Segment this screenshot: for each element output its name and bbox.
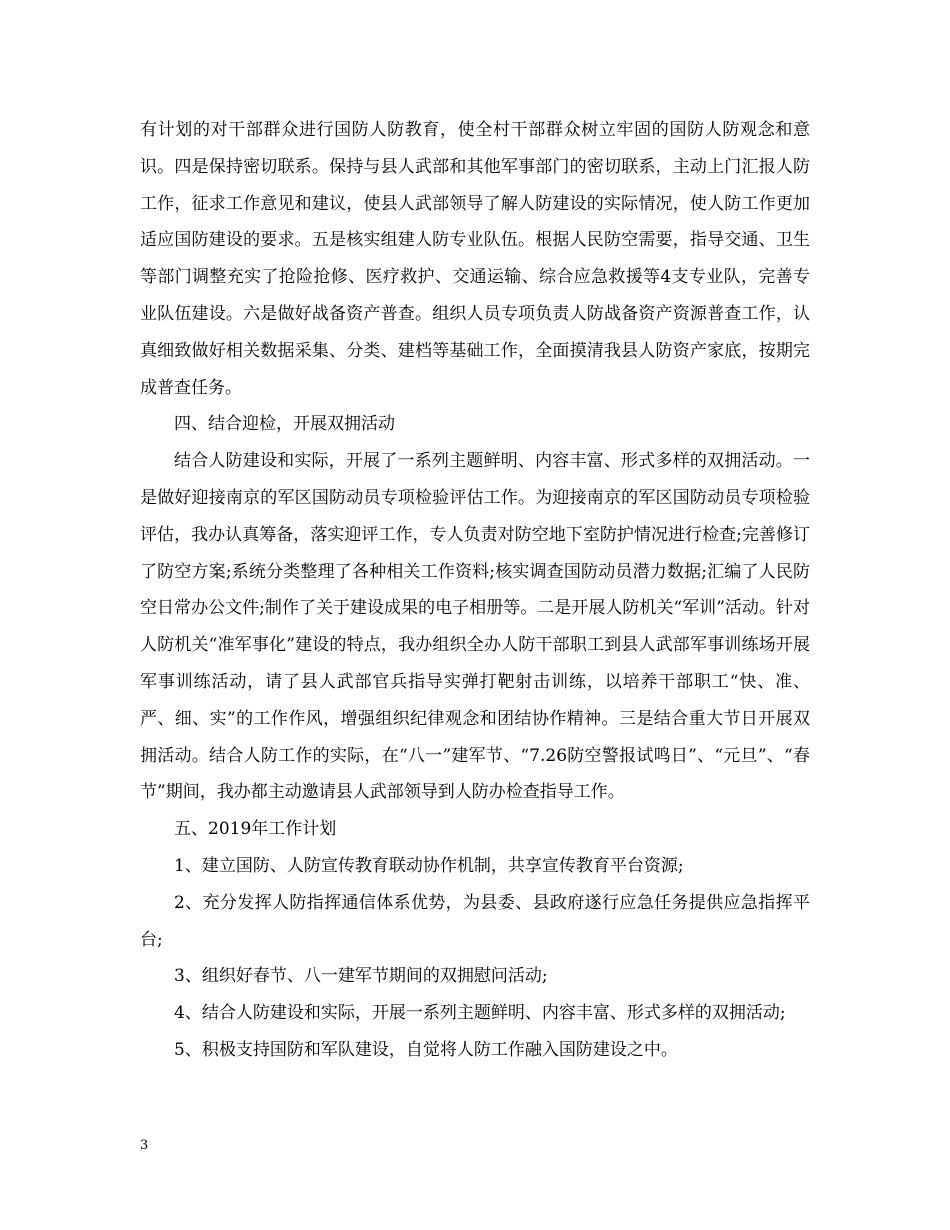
paragraph-continuation: 有计划的对干部群众进行国防人防教育，使全村干部群众树立牢固的国防人防观念和意识。四是保持密切联系。保持与县人武部和其他军事部门的密切联系，主动上门汇报人防工作，征求工作意见和建议，使县人武部领导了解人防建设的实际情况，使人防工作更加适应国防建设的要求。五是核实组建人防专业队伍。根据人民防空需要，指导交通、卫生等部门调整充实了抢险抢修、医疗救护、交通运输、综合应急救援等4支专业队，完善专业队伍建设。六是做好战备资产普查。组织人员专项负责人防战备资产资源普查工作，认真细致做好相关数据采集、分类、建档等基础工作，全面摸清我县人防资产家底，按期完成普查任务。 [140, 120, 810, 398]
plan-item-4: 4、结合人防建设和实际，开展一系列主题鲜明、内容丰富、形式多样的双拥活动; [174, 1003, 786, 1024]
section-heading-4: 四、结合迎检，开展双拥活动 [174, 414, 395, 435]
paragraph-section-4: 结合人防建设和实际，开展了一系列主题鲜明、内容丰富、形式多样的双拥活动。一是做好迎接南京的军区国防动员专项检验评估工作。为迎接南京的军区国防动员专项检验评估，我办认真筹备，落实迎评工作，专人负责对防空地下室防护情况进行检查;完善修订了防空方案;系统分类整理了各种相关工作资料;核实调查国防动员潜力数据;汇编了人民防空日常办公文件;制作了关于建设成果的电子相册等。二是开展人防机关“军训”活动。针对人防机关“准军事化”建设的特点，我办组织全办人防干部职工到县人武部军事训练场开展军事训练活动，请了县人武部官兵指导实弹打靶射击训练，以培养干部职工“快、准、严、细、实”的工作作风，增强组织纪律观念和团结协作精神。三是结合重大节日开展双拥活动。结合人防工作的实际，在“八一”建军节、“7.26防空警报试鸣日”、“元旦”、“春节”期间，我办都主动邀请县人武部领导到人防办检查指导工作。 [140, 451, 810, 803]
document-body [140, 112, 810, 1069]
plan-item-5: 5、积极支持国防和军队建设，自觉将人防工作融入国防建设之中。 [174, 1039, 678, 1060]
plan-item-3: 3、组织好春节、八一建军节期间的双拥慰问活动; [174, 966, 548, 987]
plan-item-2: 2、充分发挥人防指挥通信体系优势，为县委、县政府遂行应急任务提供应急指挥平台; [140, 892, 810, 950]
plan-item-1: 1、建立国防、人防宣传教育联动协作机制，共享宣传教育平台资源; [174, 855, 684, 876]
page-number: 3 [140, 1138, 149, 1153]
section-heading-5: 五、2019年工作计划 [174, 819, 337, 840]
